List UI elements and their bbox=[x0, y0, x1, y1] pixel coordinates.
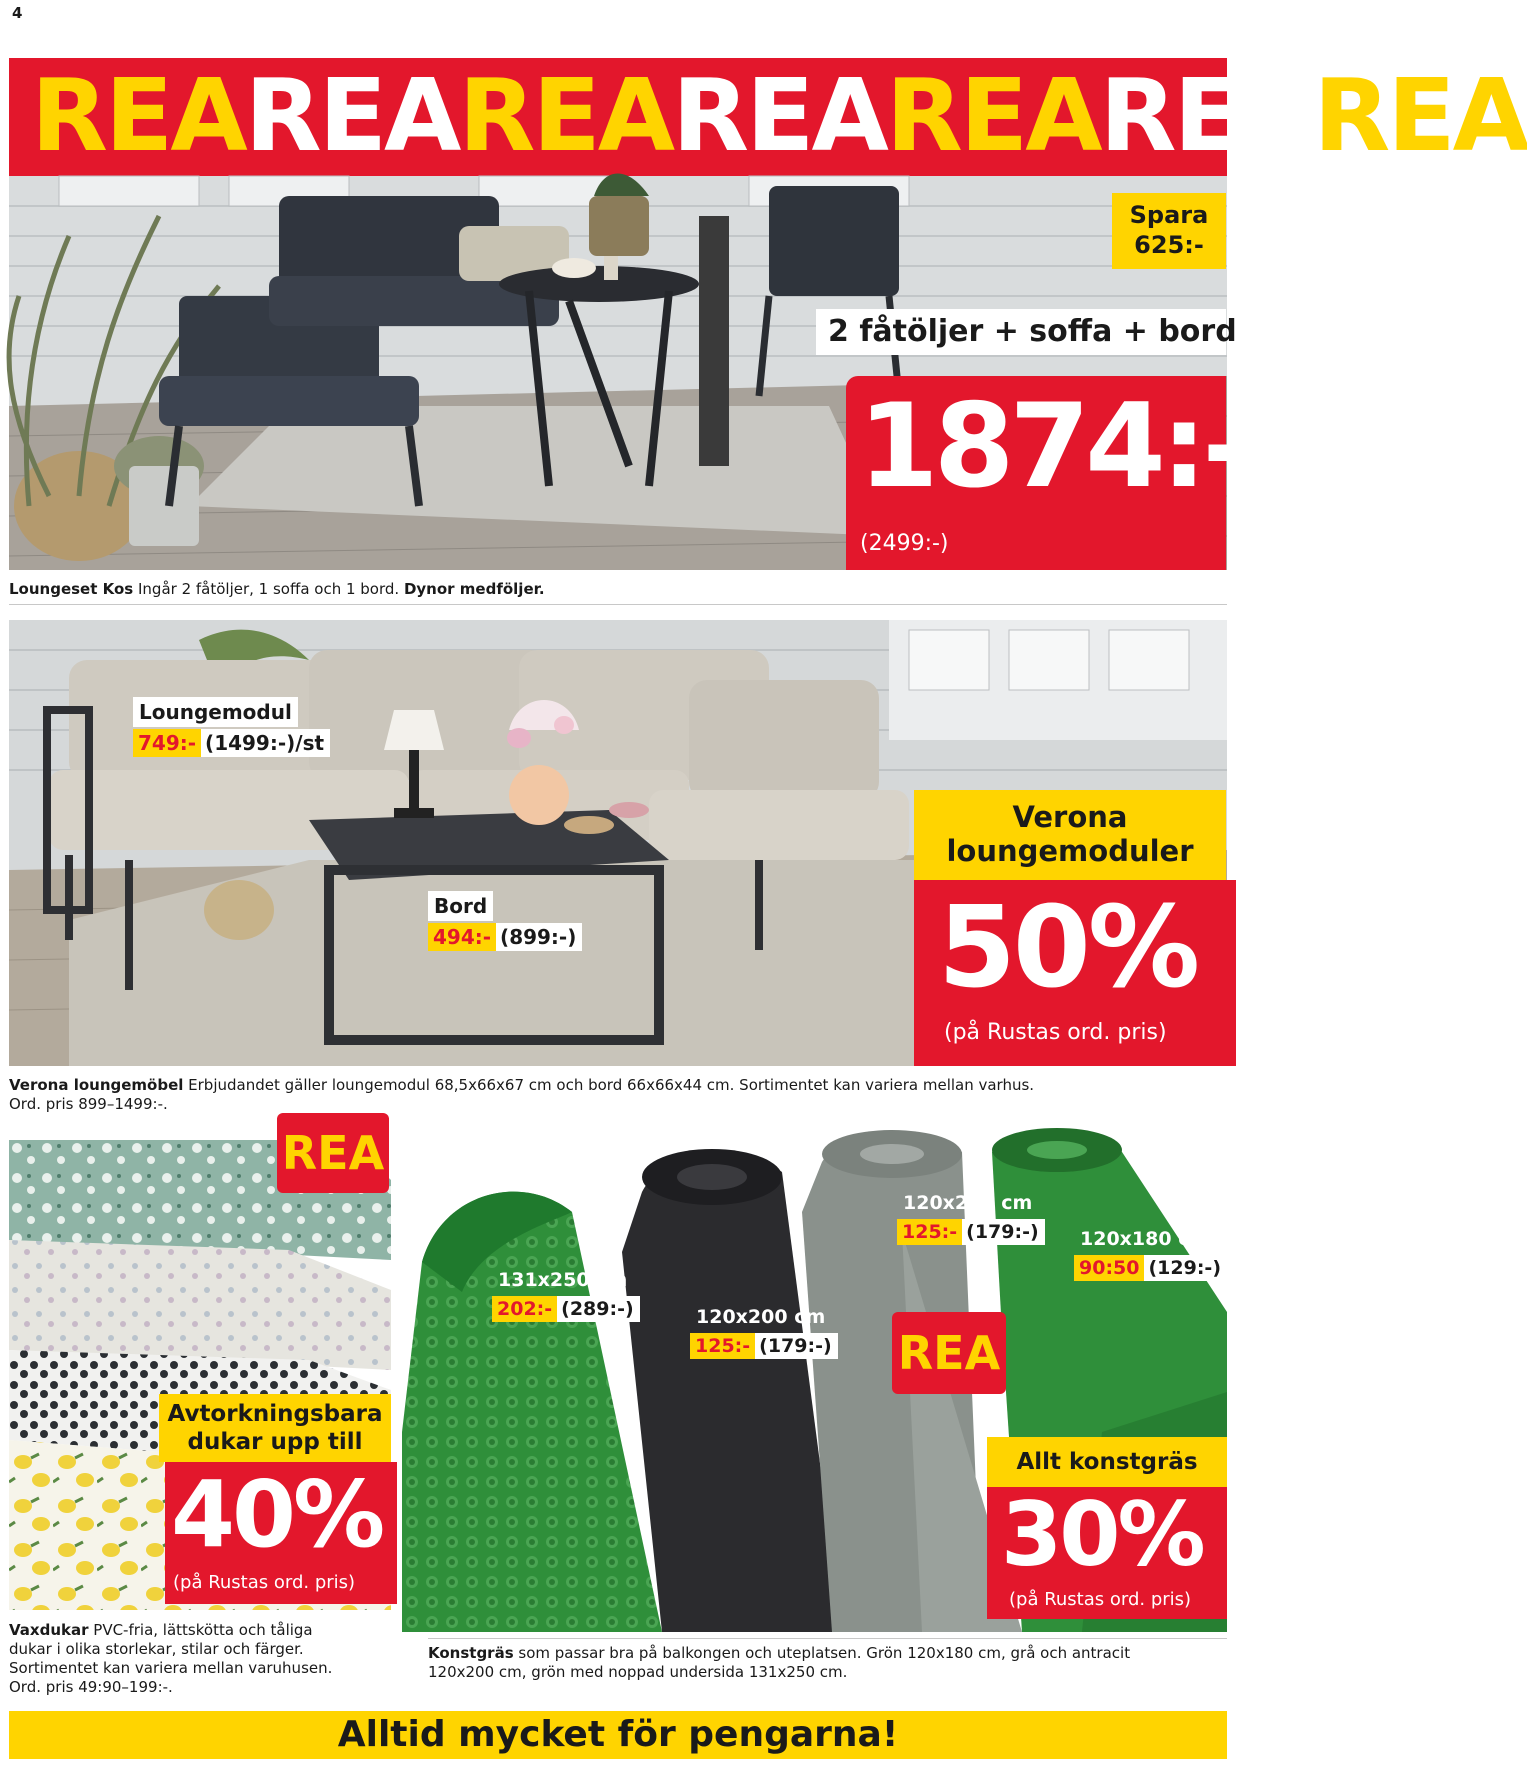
old-price: (2499:-) bbox=[860, 531, 949, 556]
vaxdukar-caption bbox=[9, 1621, 389, 1697]
banner-part: REA bbox=[458, 57, 673, 174]
grass-old-price: (129:-) bbox=[1144, 1255, 1227, 1281]
konstgras-caption bbox=[428, 1644, 1227, 1682]
vaxdukar-title-line1: Avtorkningsbara bbox=[167, 1401, 383, 1427]
verona-title-box bbox=[914, 790, 1226, 880]
vaxdukar-rea-badge: REA bbox=[277, 1113, 389, 1193]
grass-tag-120x180 bbox=[1074, 1225, 1227, 1279]
konstgras-discount-burst bbox=[987, 1483, 1227, 1619]
caption-ord-pris: Ord. pris 899–1499:-. bbox=[9, 1095, 168, 1113]
caption-line: PVC-fria, lättskötta och tåliga bbox=[88, 1621, 313, 1639]
caption-product: Loungeset Kos bbox=[9, 580, 134, 598]
grass-price: 125:- bbox=[690, 1333, 755, 1359]
caption-line: Sortimentet kan variera mellan varuhusen. bbox=[9, 1659, 333, 1677]
caption-bold: Dynor medföljer. bbox=[403, 580, 545, 598]
sale-price: 1874:- bbox=[858, 379, 1246, 514]
verona-discount-burst bbox=[914, 880, 1236, 1066]
loungemodul-label: Loungemodul bbox=[133, 697, 298, 727]
bord-price: 494:- bbox=[428, 923, 496, 951]
grass-price: 202:- bbox=[492, 1296, 557, 1322]
grass-size: 120x200 cm bbox=[696, 1306, 826, 1328]
footer-slogan: Alltid mycket för pengarna! bbox=[9, 1711, 1227, 1759]
grass-size: 131x250 cm bbox=[498, 1269, 628, 1291]
divider bbox=[9, 604, 1227, 605]
verona-caption bbox=[9, 1076, 1227, 1114]
grass-old-price: (179:-) bbox=[962, 1219, 1045, 1245]
caption-line: som passar bra på balkongen och uteplatsen. Grön 120x180 cm, grå och antracit bbox=[513, 1644, 1131, 1662]
vaxdukar-title-box bbox=[159, 1394, 391, 1462]
caption-product: Vaxdukar bbox=[9, 1621, 89, 1639]
bord-label: Bord bbox=[428, 891, 493, 921]
grass-tag-120x200-a bbox=[690, 1303, 838, 1357]
save-label: Spara bbox=[1129, 201, 1209, 229]
banner-part: REA bbox=[31, 57, 245, 174]
save-badge bbox=[1112, 193, 1226, 269]
verona-title-line2: loungemoduler bbox=[946, 834, 1194, 868]
caption-text: Erbjudandet gäller loungemodul 68,5x66x67 cm och bord 66x66x44 cm. Sortimentet kan variera mellan varhus. bbox=[183, 1076, 1035, 1094]
loungemodul-tag bbox=[133, 697, 330, 755]
konstgras-discount-note: (på Rustas ord. pris) bbox=[1009, 1589, 1192, 1610]
save-amount: 625:- bbox=[1134, 231, 1204, 259]
set-headline: 2 fåtöljer + soffa + bord bbox=[816, 309, 1226, 355]
banner-part: REA bbox=[672, 57, 886, 174]
rea-banner bbox=[9, 57, 1527, 176]
caption-product: Konstgräs bbox=[428, 1644, 514, 1662]
konstgras-discount: 30% bbox=[1001, 1483, 1203, 1586]
caption-text: Ingår 2 fåtöljer, 1 soffa och 1 bord. bbox=[133, 580, 404, 598]
loungemodul-price: 749:- bbox=[133, 729, 201, 757]
verona-discount-note: (på Rustas ord. pris) bbox=[944, 1020, 1167, 1045]
banner-part: REA bbox=[1099, 57, 1314, 174]
grass-price: 90:50 bbox=[1074, 1255, 1144, 1281]
vaxdukar-discount-burst bbox=[165, 1462, 397, 1604]
grass-tag-131x250 bbox=[492, 1266, 640, 1320]
konstgras-title: Allt konstgräs bbox=[1016, 1449, 1198, 1475]
caption-line: 120x200 cm, grön med noppad undersida 131x250 cm. bbox=[428, 1663, 848, 1681]
divider bbox=[428, 1638, 1227, 1639]
price-burst bbox=[846, 376, 1246, 570]
bord-tag bbox=[428, 891, 582, 949]
grass-old-price: (179:-) bbox=[755, 1333, 838, 1359]
caption-line: dukar i olika storlekar, stilar och färger. bbox=[9, 1640, 304, 1658]
caption-line: Ord. pris 49:90–199:-. bbox=[9, 1678, 173, 1696]
konstgras-rea-badge: REA bbox=[892, 1312, 1006, 1394]
loungeset-caption bbox=[9, 580, 1227, 599]
vaxdukar-discount-note: (på Rustas ord. pris) bbox=[173, 1572, 356, 1593]
grass-tag-120x200-b bbox=[897, 1189, 1045, 1243]
loungemodul-old-price: (1499:-)/st bbox=[201, 729, 330, 757]
grass-size: 120x200 cm bbox=[903, 1192, 1033, 1214]
banner-part: REA bbox=[885, 57, 1100, 174]
verona-title-line1: Verona bbox=[1012, 800, 1128, 834]
banner-part: REA bbox=[1313, 57, 1527, 174]
verona-discount: 50% bbox=[938, 883, 1198, 1013]
banner-part: REA bbox=[244, 57, 459, 174]
bord-old-price: (899:-) bbox=[496, 923, 582, 951]
grass-old-price: (289:-) bbox=[557, 1296, 640, 1322]
konstgras-title-box bbox=[987, 1437, 1227, 1487]
vaxdukar-title-line2: dukar upp till bbox=[187, 1429, 363, 1455]
grass-size: 120x180 cm bbox=[1080, 1228, 1210, 1250]
page-number: 4 bbox=[12, 4, 23, 22]
vaxdukar-discount: 40% bbox=[171, 1461, 383, 1568]
grass-price: 125:- bbox=[897, 1219, 962, 1245]
banner-text bbox=[31, 57, 1527, 174]
caption-product: Verona loungemöbel bbox=[9, 1076, 184, 1094]
